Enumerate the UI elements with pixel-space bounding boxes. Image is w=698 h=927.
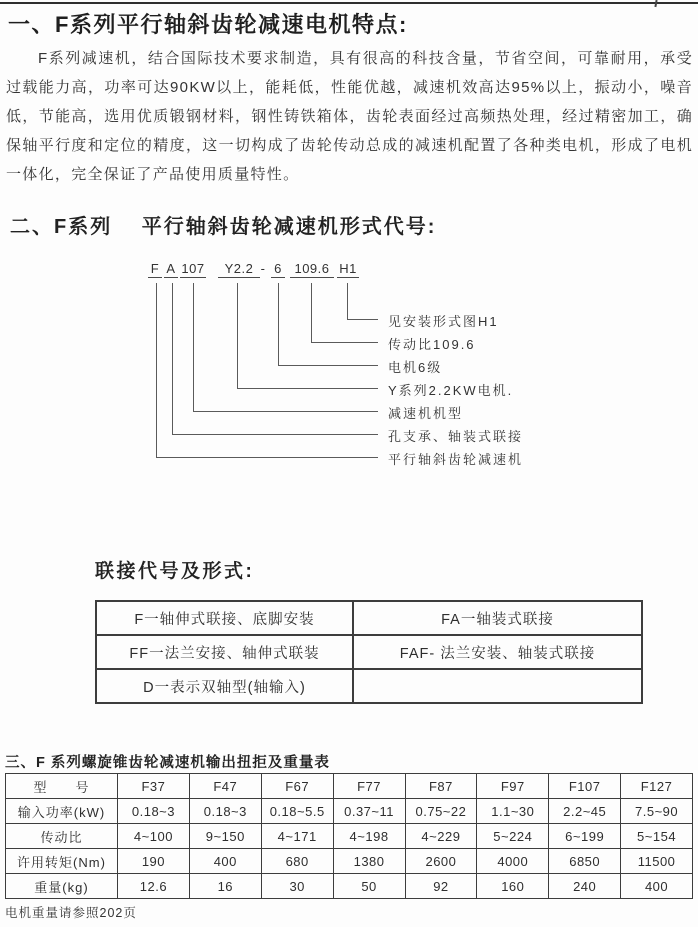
diagram-label: Y系列2.2KW电机. <box>388 383 514 398</box>
table-cell: 1380 <box>333 849 405 874</box>
table-cell: 400 <box>189 849 261 874</box>
torque-table <box>5 773 693 899</box>
table-cell <box>353 669 642 703</box>
table-cell: 680 <box>261 849 333 874</box>
code-part: 6 <box>271 261 285 278</box>
table-row <box>96 601 642 635</box>
model-code-diagram <box>0 261 698 475</box>
diagram-connector-line <box>172 434 378 435</box>
table-cell: 190 <box>118 849 190 874</box>
diagram-drop-line <box>347 283 348 319</box>
table-row <box>96 635 642 669</box>
diagram-connector-line <box>311 342 378 343</box>
table-cell: 0.75~22 <box>405 799 477 824</box>
code-part: Y2.2 <box>218 261 260 278</box>
table-cell: 许用转矩(Nm) <box>6 849 118 874</box>
table-cell: 1.1~30 <box>477 799 549 824</box>
table-cell: 4~171 <box>261 824 333 849</box>
table-row <box>6 874 693 899</box>
diagram-label: 减速机机型 <box>388 406 464 421</box>
table-cell: FA一轴装式联接 <box>353 601 642 635</box>
table-cell: FAF- 法兰安装、轴装式联接 <box>353 635 642 669</box>
code-part: 107 <box>181 261 205 276</box>
diagram-drop-line <box>172 283 173 434</box>
diagram-label: 电机6级 <box>388 360 443 375</box>
diagram-connector-line <box>156 457 378 458</box>
top-divider <box>0 2 698 4</box>
footnote: 电机重量请参照202页 <box>5 906 137 920</box>
table-cell: 4~100 <box>118 824 190 849</box>
table-cell: 输入功率(kW) <box>6 799 118 824</box>
diagram-connector-line <box>347 319 378 320</box>
table-cell: 92 <box>405 874 477 899</box>
diagram-connector-line <box>193 411 378 412</box>
table-cell: FF一法兰安接、轴伸式联装 <box>96 635 353 669</box>
table-cell: 4~198 <box>333 824 405 849</box>
diagram-label: 传动比109.6 <box>388 337 476 352</box>
connection-table <box>95 600 643 704</box>
table-cell: 11500 <box>621 849 693 874</box>
diagram-connector-line <box>278 365 378 366</box>
table-cell: 传动比 <box>6 824 118 849</box>
table-cell: 12.6 <box>118 874 190 899</box>
table-cell: 4~229 <box>405 824 477 849</box>
table-header-cell: F77 <box>333 774 405 799</box>
table-header-cell: F47 <box>189 774 261 799</box>
table-cell: 0.18~3 <box>118 799 190 824</box>
code-part: H1 <box>337 261 359 278</box>
diagram-drop-line <box>278 283 279 365</box>
table-cell: 5~154 <box>621 824 693 849</box>
code-part: A <box>164 261 178 278</box>
table-cell: 30 <box>261 874 333 899</box>
diagram-label: 孔支承、轴装式联接 <box>388 429 524 444</box>
table-header-cell: F67 <box>261 774 333 799</box>
section2-heading: 二、F系列 平行轴斜齿轮减速机形式代号: <box>10 216 437 238</box>
code-part: F <box>148 261 162 278</box>
table-cell: 2.2~45 <box>549 799 621 824</box>
table-cell: 重量(kg) <box>6 874 118 899</box>
diagram-drop-line <box>311 283 312 342</box>
table-cell: 240 <box>549 874 621 899</box>
diagram-drop-line <box>156 283 157 457</box>
code-part: - <box>260 261 266 276</box>
features-paragraph: F系列减速机，结合国际技术要求制造，具有很高的科技含量，节省空间，可靠耐用，承受过载能力高，功率可达90KW以上，能耗低，性能优越，减速机效高达95%以上，振动小，噪音低，节能高，选用优质锻钢材料，钢性铸铁箱体，齿轮表面经过高频热处理，经过精密加工，确保轴平行度和定位的精度，这一切构成了齿轮传动总成的减速机配置了各种类电机，形成了电机一体化，完全保证了产品使用质量特性。 <box>6 50 693 183</box>
table-header-cell: F87 <box>405 774 477 799</box>
table-cell: 50 <box>333 874 405 899</box>
table-header-cell: F107 <box>549 774 621 799</box>
diagram-connector-line <box>237 388 378 389</box>
table-header-cell: F127 <box>621 774 693 799</box>
table-cell: 16 <box>189 874 261 899</box>
table-cell: F一轴伸式联接、底脚安装 <box>96 601 353 635</box>
table-cell: 6850 <box>549 849 621 874</box>
table-row <box>6 824 693 849</box>
diagram-drop-line <box>193 283 194 411</box>
diagram-label: 见安装形式图H1 <box>388 314 499 329</box>
table-row <box>96 669 642 703</box>
section3-heading: 三、F 系列螺旋锥齿轮减速机输出扭拒及重量表 <box>5 755 330 771</box>
table-cell: 2600 <box>405 849 477 874</box>
table-header-cell: F37 <box>118 774 190 799</box>
table-header-cell: 型 号 <box>6 774 118 799</box>
connection-heading: 联接代号及形式: <box>95 561 255 582</box>
section1-heading: 一、F系列平行轴斜齿轮减速电机特点: <box>8 12 408 37</box>
table-cell: D一表示双轴型(轴输入) <box>96 669 353 703</box>
table-row <box>6 799 693 824</box>
diagram-drop-line <box>237 283 238 388</box>
table-cell: 400 <box>621 874 693 899</box>
table-header-row <box>6 774 693 799</box>
table-row <box>6 849 693 874</box>
code-part: 109.6 <box>290 261 334 278</box>
table-cell: 0.37~11 <box>333 799 405 824</box>
table-cell: 0.18~5.5 <box>261 799 333 824</box>
table-cell: 7.5~90 <box>621 799 693 824</box>
table-cell: 6~199 <box>549 824 621 849</box>
table-cell: 9~150 <box>189 824 261 849</box>
table-header-cell: F97 <box>477 774 549 799</box>
diagram-label: 平行轴斜齿轮减速机 <box>388 452 524 467</box>
table-cell: 160 <box>477 874 549 899</box>
table-cell: 0.18~3 <box>189 799 261 824</box>
table-cell: 4000 <box>477 849 549 874</box>
table-cell: 5~224 <box>477 824 549 849</box>
